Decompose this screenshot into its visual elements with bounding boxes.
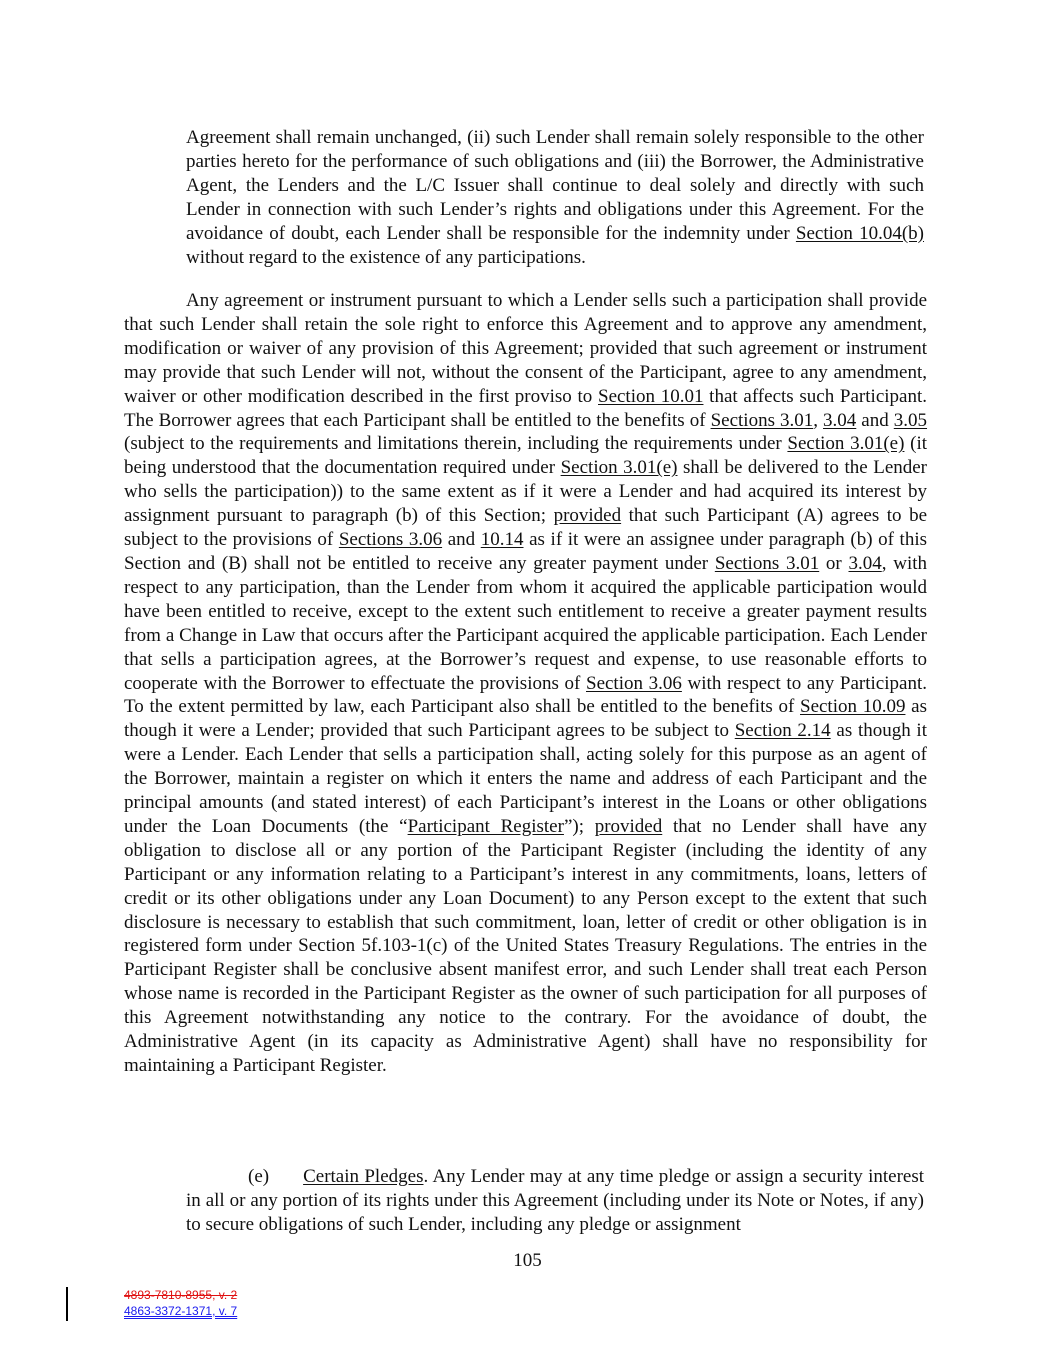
text-run: and bbox=[856, 409, 894, 431]
text-run: , bbox=[813, 409, 824, 431]
proviso-term: provided bbox=[553, 505, 622, 527]
section-reference: Sections 3.01 bbox=[714, 552, 820, 574]
change-bar bbox=[66, 1287, 68, 1321]
defined-term: Participant Register bbox=[407, 815, 564, 837]
section-reference: Section 10.01 bbox=[598, 385, 704, 407]
paragraph-participations-continued bbox=[186, 126, 924, 269]
text-run: . Any Lender may at any time pledge or assign a security interest in all or any portion of its rights under this Agreement (including under its Note or Notes, if any) to secure obligations of such Lender, including any pledge or assignment bbox=[186, 1166, 925, 1235]
paragraph-certain-pledges bbox=[186, 1165, 924, 1237]
text-run: shall be delivered to the Lender who sells the participation)) to the same extent as if it were a Lender and had acquired its interest by assignment pursuant to paragraph (b) of this Section; bbox=[124, 457, 928, 527]
section-reference: 3.04 bbox=[823, 409, 857, 431]
section-reference: Section 3.06 bbox=[586, 672, 682, 694]
section-reference: Section 10.04(b) bbox=[795, 222, 925, 244]
text-run: and bbox=[442, 529, 481, 551]
text-run: ”); bbox=[563, 815, 595, 837]
proviso-term: provided bbox=[594, 815, 663, 837]
text-run: Agreement shall remain unchanged, (ii) such Lender shall remain solely responsible to the other parties hereto for the performance of such obligations and (iii) the Borrower, the Administrative Agent, the Lenders and the L/C Issuer shall continue to deal solely and directly with such Lender in connection with such Lender’s rights and obligations under this Agreement. For the avoidance of doubt, each Lender shall be responsible for the indemnity under bbox=[186, 127, 924, 244]
text-run: (subject to the requirements and limitations therein, including the requirements under bbox=[124, 433, 788, 455]
section-reference: 3.05 bbox=[893, 409, 928, 431]
text-run: Any agreement or instrument pursuant to which a Lender sells such a participation shall provide that such Lender shall retain the sole right to enforce this Agreement and to approve any amendment, modification or waiver of any provision of this Agreement; provided that such agreement or instrument may provide that such Lender will not, without the consent of the Participant, agree to any amendment, waiver or other modification described in the first proviso to bbox=[124, 290, 927, 407]
doc-id-deleted: 4893-7810-8955, v. 2 bbox=[124, 1288, 238, 1302]
text-run: as though it were a Lender. Each Lender that sells a participation shall, acting solely for this purpose as an agent of the Borrower, maintain a register on which it enters the name and address of each Participant and the principal amounts (and stated interest) of each Participant’s interest in the Loans or other obligations under the Loan Documents (the “ bbox=[124, 720, 927, 837]
clause-label: (e) bbox=[248, 1166, 270, 1187]
section-reference: Section 10.09 bbox=[800, 696, 906, 718]
text-run: or bbox=[819, 552, 849, 574]
section-reference: Section 3.01(e) bbox=[787, 433, 905, 455]
text-run: as if it were an assignee under paragraph (b) of this Section and (B) shall not be entitled to receive any greater payment under bbox=[124, 529, 928, 574]
text-run: (it being understood that the documentation required under bbox=[124, 433, 928, 479]
text-run: that affects such Participant. The Borrower agrees that each Participant shall be entitled to the benefits of bbox=[124, 385, 927, 431]
page-number: 105 bbox=[513, 1250, 542, 1271]
text-run: that such Participant (A) agrees to be subject to the provisions of bbox=[124, 505, 928, 551]
clause-heading: Certain Pledges bbox=[303, 1166, 424, 1187]
text-run: without regard to the existence of any participations. bbox=[186, 246, 586, 268]
section-reference: 3.04 bbox=[848, 552, 882, 574]
section-reference: Sections 3.06 bbox=[338, 529, 443, 551]
text-run: as though it were a Lender; provided that such Participant agrees to be subject to bbox=[124, 696, 927, 742]
text-run: , with respect to any participation, than the Lender from whom it acquired the applicable participation would have been entitled to receive, except to the extent such entitlement to receive a greater payment results from a Change in Law that occurs after the Participant acquired the applicable participation. Each Lender that sells a participation agrees, at the Borrower’s request and expense, to use reasonable efforts to cooperate with the Borrower to effectuate the provisions of bbox=[124, 552, 928, 694]
section-reference: Sections 3.01 bbox=[710, 409, 814, 431]
paragraph-participant-rights bbox=[124, 289, 927, 1078]
section-reference: 10.14 bbox=[480, 529, 524, 551]
doc-id-inserted: 4863-3372-1371, v. 7 bbox=[124, 1304, 238, 1318]
section-reference: Section 3.01(e) bbox=[560, 457, 678, 479]
text-run: with respect to any Participant. To the extent permitted by law, each Participant also shall be entitled to the benefits of bbox=[124, 672, 927, 718]
section-reference: Section 2.14 bbox=[734, 720, 831, 742]
text-run: that no Lender shall have any obligation to disclose all or any portion of the Participant Register (including the identity of any Participant or any information relating to a Participant’s interest in any commitments, loans, letters of credit or its other obligations under any Loan Document) to any Person except to the extent that such disclosure is necessary to establish that such commitment, loan, letter of credit or other obligation is in registered form under Section 5f.103-1(c) of the United States Treasury Regulations. The entries in the Participant Register shall be conclusive absent manifest error, and such Lender shall treat each Person whose name is recorded in the Participant Register as the owner of such participation for all purposes of this Agreement notwithstanding any notice to the contrary. For the avoidance of doubt, the Administrative Agent (in its capacity as Administrative Agent) shall have no responsibility for maintaining a Participant Register. bbox=[124, 815, 927, 1076]
